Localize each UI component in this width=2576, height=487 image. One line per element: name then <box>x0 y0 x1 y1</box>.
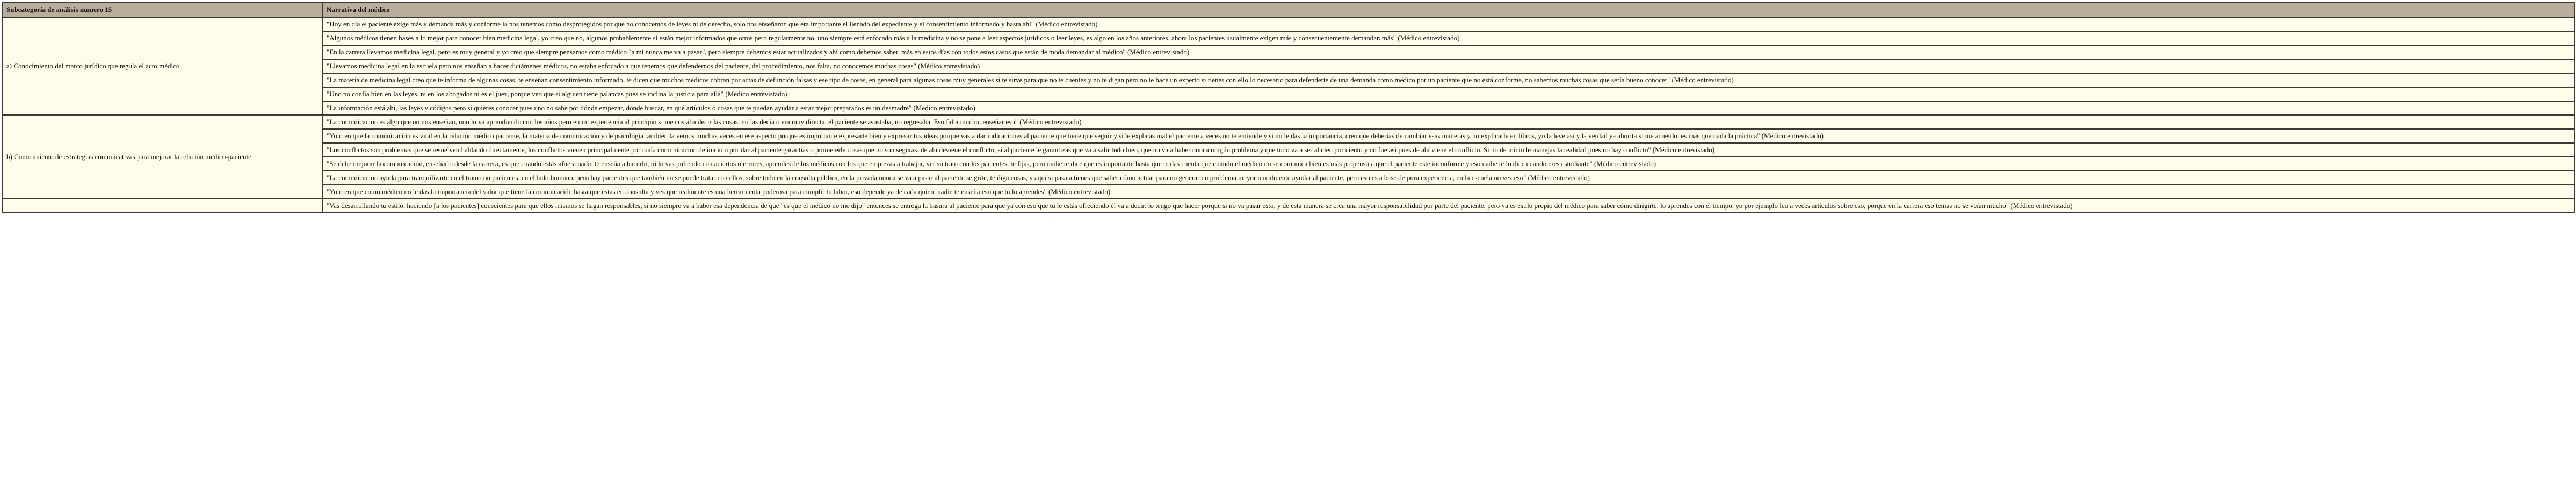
table-row <box>3 115 2575 129</box>
narrative-cell: "Se debe mejorar la comunicación, enseñarlo desde la carrera, es que cuando estás afuera nadie te enseña a hacerlo, tú lo vas puliendo con aciertos o errores, aprendes de los médicos con los que empiezas a trabajar, ver su trato con los pacientes, te fijas, pero nadie te dice que es importante hasta que te das cuenta que cuando el médico no se comunica bien es más propenso a que el paciente este inconforme y eso nadie te lo dice cuando eres estudiante" (Médico entrevistado) <box>323 157 2575 171</box>
table-row <box>3 199 2575 213</box>
narrative-header: Narrativa del médico <box>323 2 2575 17</box>
table-row <box>3 45 2575 59</box>
subcategory-header: Subcategoría de análisis numero 15 <box>3 2 323 17</box>
narrative-cell: "Vas desarrollando tu estilo, haciendo [a los pacientes] conscientes para que ellos mismos se hagan responsables, si no siempre va a haber esa dependencia de que "es que el médico no me dijo" entonces se entrega la basura al paciente para que ya con eso que tú le estás ofreciendo él va a decir: lo tengo que hacer porque si no va pasar esto, y de esta manera se crea una mayor responsabilidad por parte del paciente, pero ya es estilo propio del médico para saber cómo dirigirte, lo aprendes con el tiempo, yo por ejemplo leo a veces artículos sobre eso, porque en la carrera eso temas no se veían mucho" (Médico entrevistado) <box>323 199 2575 213</box>
table-row <box>3 59 2575 73</box>
narrative-cell: "Los conflictos son problemas que se resuelven hablando directamente, los conflictos vienen principalmente por mala comunicación de inicio o por dar al paciente garantías o prometerle cosas que no son seguras, de ahí deviene el conflicto, si al paciente le garantizas que va a salir todo bien, que no va a haber nunca ningún problema y que todo va a ser al cien por ciento y no fue así pues de ahí viene el conflicto. Si no de inicio le manejas la realidad pues no hay conflicto" (Médico entrevistado) <box>323 143 2575 157</box>
table-row <box>3 157 2575 171</box>
category-cell-b: b) Conocimiento de estrategias comunicativas para mejorar la relación médico-paciente <box>3 115 323 199</box>
table-row <box>3 31 2575 45</box>
table-row <box>3 171 2575 185</box>
narrative-cell: "Algunos médicos tienen bases a lo mejor para conocer bien medicina legal, yo creo que no, algunos probablemente si están mejor informados que otros pero regularmente no, uno siempre está enfocado más a la medicina y no se pone a leer aspectos jurídicos o leer leyes, es algo en los años anteriores, ahora los pacientes usualmente exigen más y consecuentemente demandan más" (Médico entrevistado) <box>323 31 2575 45</box>
narrative-cell: "La comunicación es algo que no nos enseñan, uno lo va aprendiendo con los años pero en mi experiencia al principio si me costaba decir las cosas, no las decía o era muy directa, el paciente se asustaba, no regresaba. Eso falta mucho, enseñar eso" (Médico entrevistado) <box>323 115 2575 129</box>
narrative-cell: "Yo creo que la comunicación es vital en la relación médico paciente, la materia de comunicación y de psicología también la vemos muchas veces en ese aspecto porque es importante expresarte bien y expresar tus ideas porque vas a dar indicaciones al paciente que tiene que seguir y si le explicas mal el paciente a veces no te entiende y si no le das la importancia, creo que deberías de cambiar esas maneras y no explicarle en libros, yo la leve así y la verdad ya ahorita si me acuerdo, es más que nada la práctica" (Médico entrevistado) <box>323 129 2575 143</box>
category-cell-a: a) Conocimiento del marco jurídico que regula el acto médico <box>3 17 323 115</box>
header-row <box>3 2 2575 17</box>
table-row <box>3 17 2575 31</box>
narrative-cell: "La materia de medicina legal creo que te informa de algunas cosas, te enseñan consentimiento informado, te dicen que muchos médicos cobran por actas de defunción falsas y ese tipo de cosas, en general para algunas cosas muy generales si te sirve para que no te cuentes y no te digan pero no te hace un experto si tienes con ello lo necesario para defenderte de una demanda como médico por un paciente que no está conforme, no sabemos muchas cosas que sería bueno conocer" (Médico entrevistado) <box>323 73 2575 87</box>
narrative-cell: "Uno no confía bien en las leyes, ni en los abogados ni es el juez, porque veo que si alguien tiene palancas pues se inclina la justicia para allá" (Médico entrevistado) <box>323 87 2575 101</box>
table-row <box>3 87 2575 101</box>
narrative-cell: "Llevamos medicina legal en la escuela pero nos enseñan a hacer dictámenes médicos, no estaba enfocado a que tenemos que defendernos del paciente, del procedimiento, nos falta, no conocemos muchas cosas" (Médico entrevistado) <box>323 59 2575 73</box>
narrative-cell: "La comunicación ayuda para tranquilizarte en el trato con pacientes, en el lado humano, pero hay pacientes que también no se puede tratar con ellos, sobre todo en la consulta pública, en la privada nunca se va a pasar al paciente se grite, te diga cosas, y aquí si pasa a tienes que saber cómo actuar para no generar un problema mayor o realmente ayudar al paciente, pero eso es a base de pura experiencia, en la escuela no vez eso" (Médico entrevistado) <box>323 171 2575 185</box>
narrative-cell: "La información está ahí, las leyes y códigos pero si quieres conocer pues uno no sabe por dónde empezar, dónde buscar, en qué artículos o cosas que te puedan ayudar a estar mejor preparados es un desmadre" (Médico entrevistado) <box>323 101 2575 115</box>
analysis-table <box>2 2 2575 213</box>
narrative-cell: "Hoy en día el paciente exige más y demanda más y conforme la nos tenemos como desprotegidos por que no conocemos de leyes ni de derecho, solo nos enseñaron que era importante el llenado del expediente y el consentimiento informado y hasta ahí" (Médico entrevistado) <box>323 17 2575 31</box>
table-row <box>3 129 2575 143</box>
category-cell-empty <box>3 199 323 213</box>
narrative-cell: "En la carrera llevamos medicina legal, pero es muy general y yo creo que siempre pensamos como médico "a mí nunca me va a pasar", pero siempre debemos estar actualizados y ahí como debemos saber, más en estos días con todos estos casos que están de moda demandar al médico" (Médico entrevistado) <box>323 45 2575 59</box>
table-row <box>3 185 2575 199</box>
narrative-cell: "Yo creo que como médico no le das la importancia del valor que tiene la comunicación hasta que estas en consulta y ves que realmente es una herramienta poderosa para cumplir tu labor, eso depende ya de cada quien, nadie te enseña eso que tú lo aprendes" (Médico entrevistado) <box>323 185 2575 199</box>
table-row <box>3 101 2575 115</box>
table-row <box>3 143 2575 157</box>
table-row <box>3 73 2575 87</box>
